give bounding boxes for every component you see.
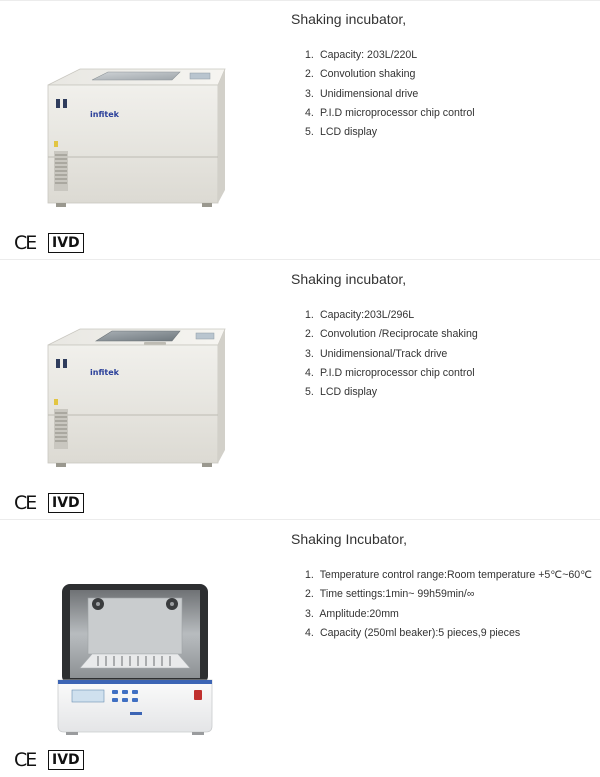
ce-mark-icon: CE: [14, 749, 36, 771]
certification-marks: [14, 750, 84, 770]
product-title: Shaking incubator,: [291, 11, 407, 27]
product-title: Shaking incubator,: [291, 271, 407, 287]
product-card-2: [0, 260, 600, 518]
feature-item: 3. Unidimensional/Track drive: [305, 347, 448, 360]
feature-item: 4. P.I.D microprocessor chip control: [305, 106, 475, 119]
ivd-mark-icon: IVD: [48, 493, 84, 513]
feature-item: 3. Unidimensional drive: [305, 87, 419, 100]
product-image-shaking-incubator-2[interactable]: [30, 315, 240, 475]
brand-logo: infitek: [90, 368, 119, 377]
product-image-shaking-incubator-1[interactable]: [30, 55, 240, 215]
feature-item: 2. Convolution shaking: [305, 68, 416, 81]
certification-marks: [14, 493, 84, 513]
feature-item: 5. LCD display: [305, 126, 378, 139]
ivd-mark-icon: IVD: [48, 750, 84, 770]
feature-item: 4. Capacity (250ml beaker):5 pieces,9 pieces: [305, 626, 521, 639]
ivd-mark-icon: IVD: [48, 233, 84, 253]
certification-marks: [14, 233, 84, 253]
product-image-benchtop-shaking-incubator[interactable]: [50, 576, 220, 736]
feature-list: [305, 566, 592, 643]
brand-logo: infitek: [90, 110, 119, 119]
product-card-3: [0, 520, 600, 777]
product-card-1: [0, 0, 600, 258]
feature-list: [305, 306, 478, 402]
feature-item: 1. Capacity: 203L/220L: [305, 49, 418, 61]
feature-item: 1. Temperature control range:Room temperature +5℃~60℃: [305, 569, 593, 581]
feature-item: 2. Convolution /Reciprocate shaking: [305, 328, 478, 341]
feature-item: 4. P.I.D microprocessor chip control: [305, 366, 475, 379]
product-title: Shaking Incubator,: [291, 531, 407, 547]
ce-mark-icon: CE: [14, 232, 36, 254]
feature-item: 5. LCD display: [305, 386, 378, 399]
feature-item: 1. Capacity:203L/296L: [305, 309, 415, 321]
feature-item: 3. Amplitude:20mm: [305, 607, 399, 620]
feature-item: 2. Time settings:1min~ 99h59min/∞: [305, 588, 475, 601]
feature-list: [305, 46, 475, 142]
ce-mark-icon: CE: [14, 492, 36, 514]
